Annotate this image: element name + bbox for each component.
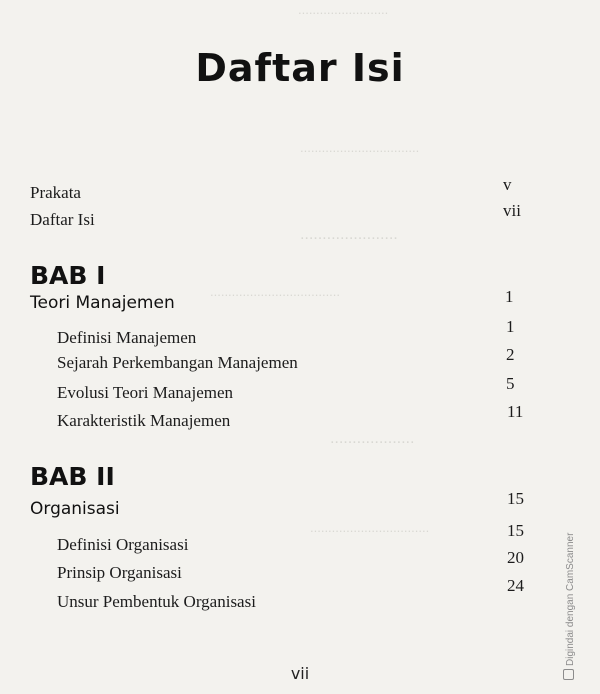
- toc-page-section: 15: [507, 521, 524, 540]
- toc-entry-section: Unsur Pembentuk Organisasi: [57, 592, 256, 611]
- toc-entry-section: Evolusi Teori Manajemen: [57, 383, 234, 402]
- chapter-title-bab-1: Teori Manajemen: [30, 293, 175, 313]
- toc-page-daftar-isi: vii: [503, 201, 521, 220]
- chapter-page-bab-2: 15: [507, 489, 524, 508]
- watermark-text: Digindai dengan CamScanner: [565, 532, 576, 666]
- page-number: vii: [290, 664, 310, 683]
- chapter-page-bab-1: 1: [505, 287, 514, 306]
- chapter-label-bab-1: BAB I: [30, 261, 106, 290]
- toc-entry-section: Sejarah Perkembangan Manajemen: [57, 353, 298, 372]
- page-title: Daftar Isi: [195, 46, 405, 90]
- toc-page-section: 1: [506, 317, 515, 336]
- toc-entry-prakata: Prakata: [30, 183, 81, 202]
- toc-page-section: 20: [507, 548, 524, 567]
- toc-entry-section: Definisi Organisasi: [57, 535, 189, 554]
- toc-page-section: 11: [507, 402, 524, 421]
- toc-entry-section: Prinsip Organisasi: [57, 563, 182, 582]
- scanner-watermark: [563, 533, 576, 680]
- chapter-title-bab-2: Organisasi: [30, 499, 120, 519]
- chapter-label-bab-2: BAB II: [30, 462, 115, 491]
- toc-entry-section: Karakteristik Manajemen: [57, 411, 231, 430]
- camscanner-icon: [563, 669, 574, 680]
- toc-page-section: 24: [507, 576, 524, 595]
- toc-entry-section: Definisi Manajemen: [57, 328, 197, 347]
- toc-entry-daftar-isi: Daftar Isi: [30, 210, 95, 229]
- toc-page-section: 5: [506, 374, 515, 393]
- toc-page-prakata: v: [503, 175, 512, 194]
- toc-page: ......................... ................................. ...................... .................................... ................... ................................. Daftar Isi Prakata v Daftar Isi vii BAB I Teori Manajemen 1 Definisi Manajemen 1 Sejarah Perkembangan Manajemen 2 Evolusi Teori Manajemen 5 Karakteristik Manajemen 11 BAB II Organisasi 15 Definisi Organisasi 15 Prinsip Organisasi 20 Unsur Pembentuk Organisasi 24 vii Digindai dengan CamScanner: [0, 0, 600, 694]
- toc-page-section: 2: [506, 345, 515, 364]
